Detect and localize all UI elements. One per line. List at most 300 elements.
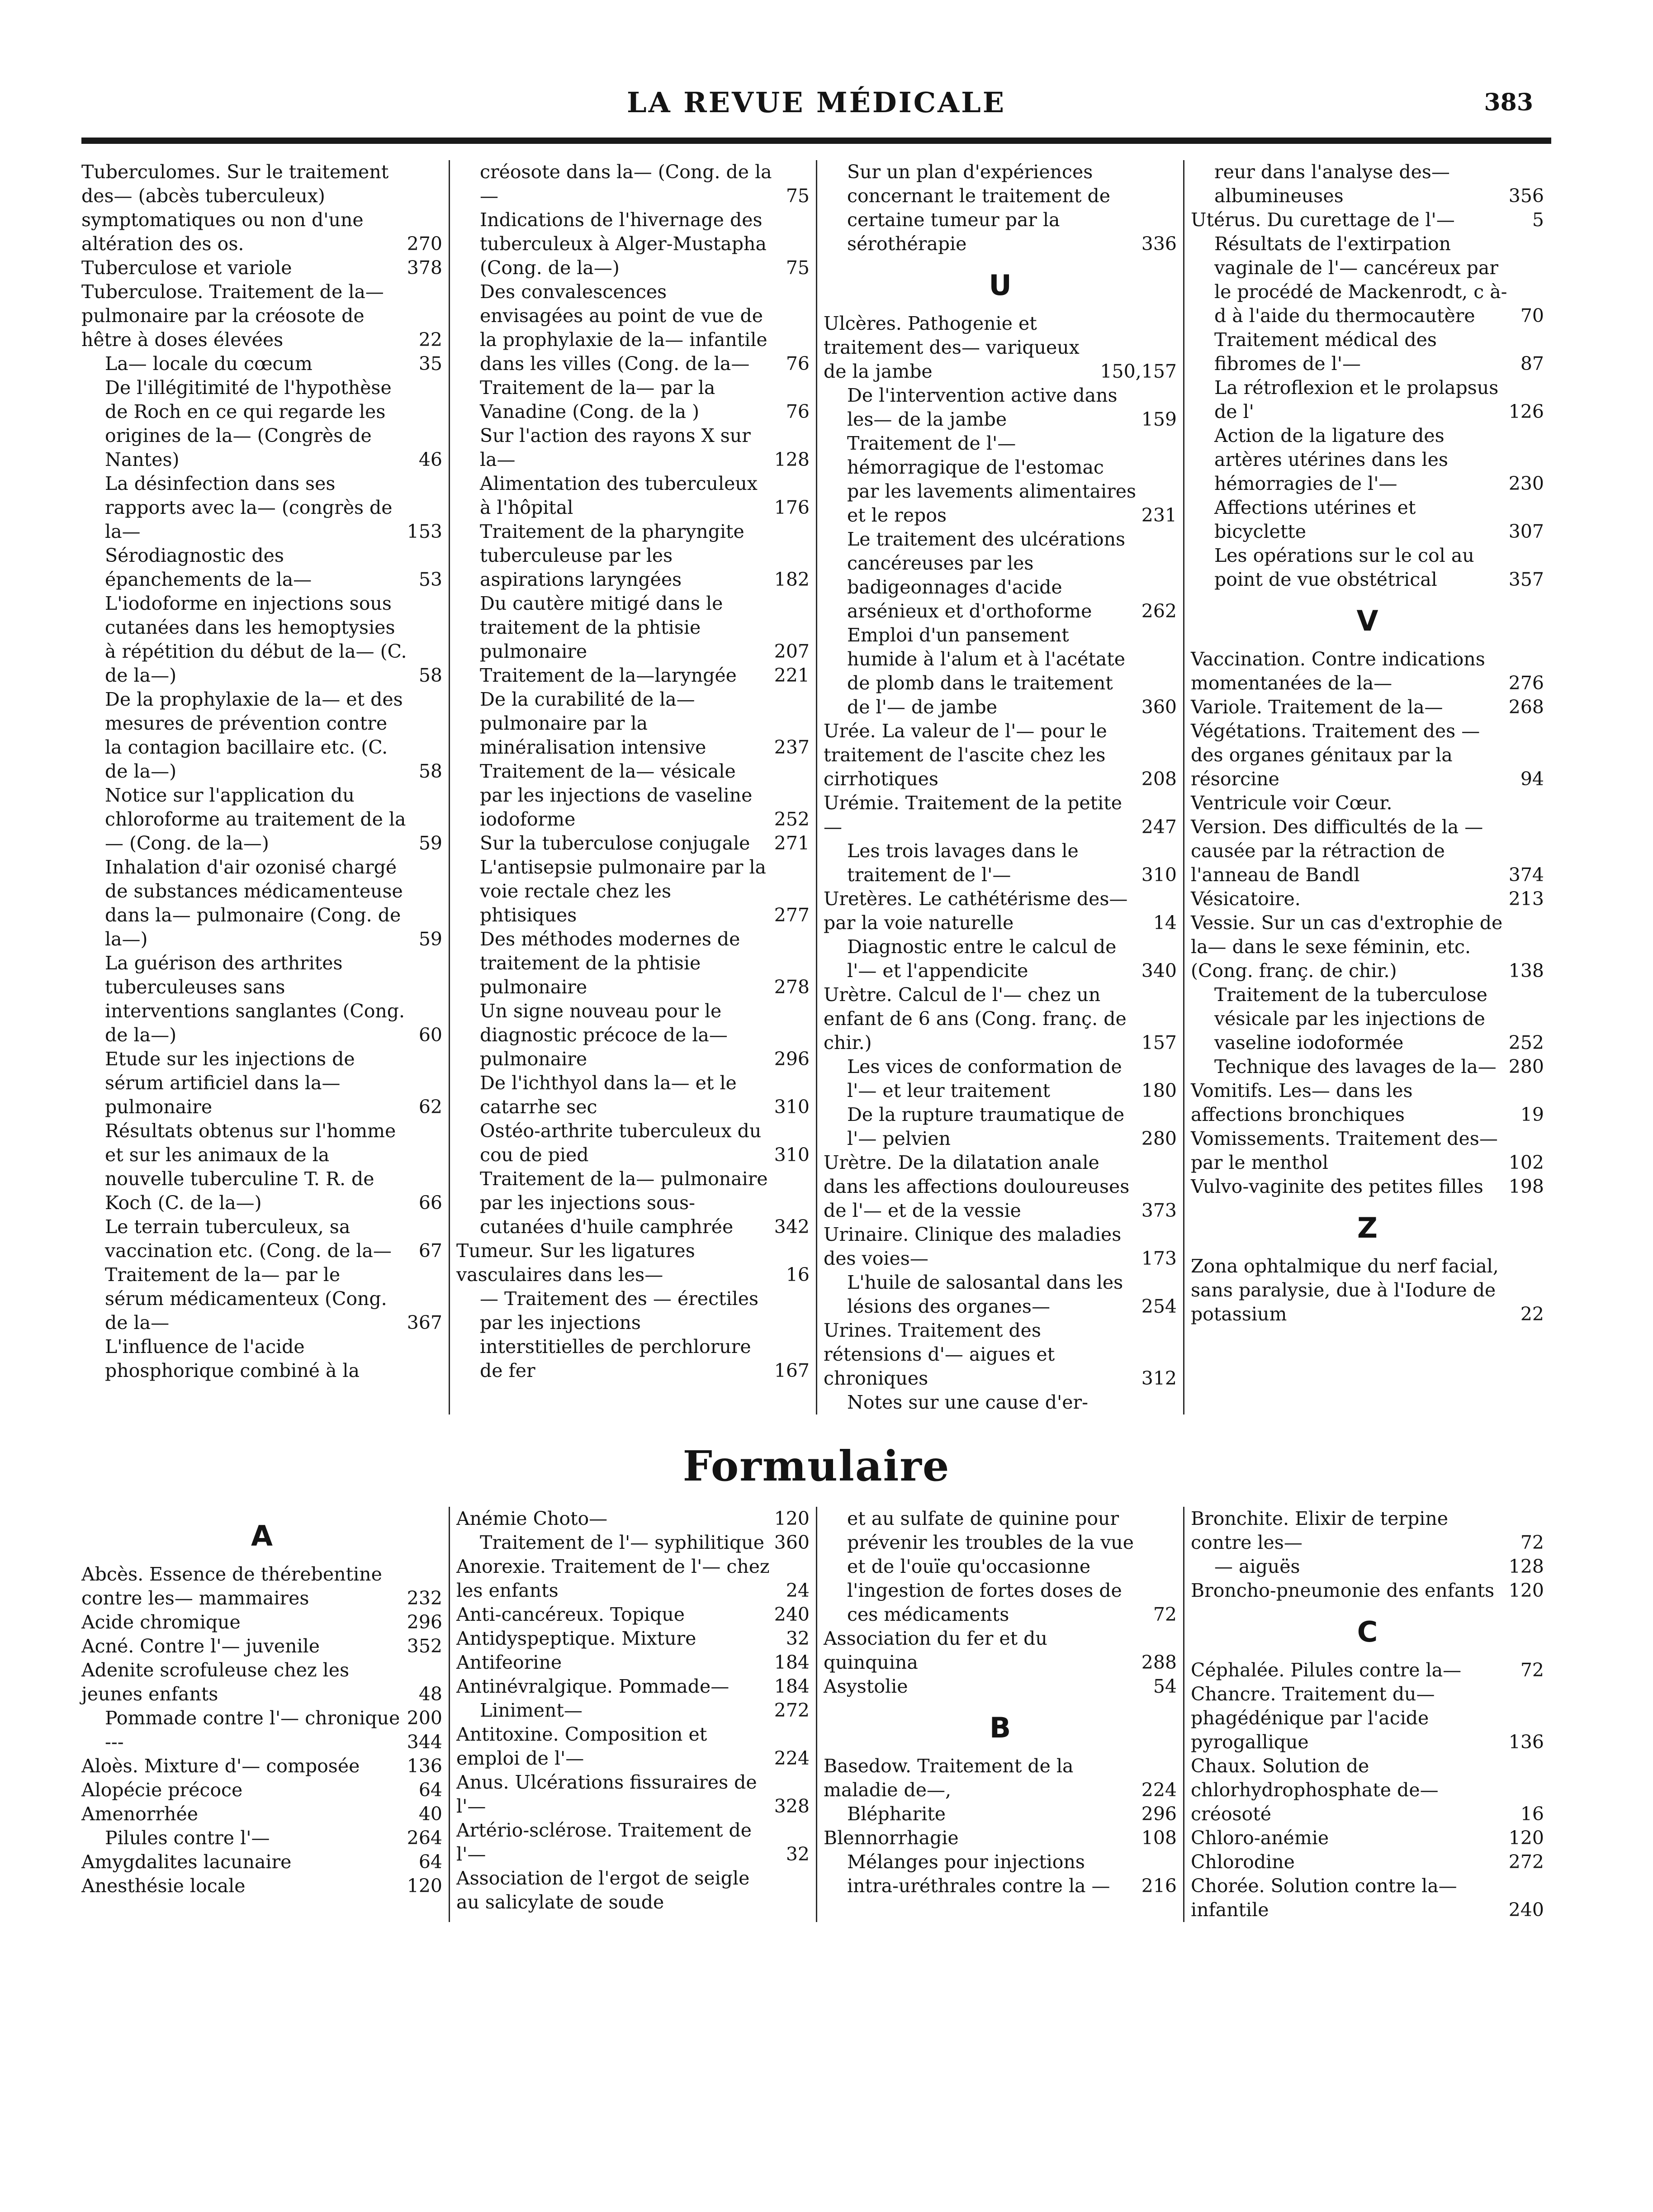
index-entry bbox=[456, 1167, 810, 1239]
entry-page: 59 bbox=[418, 832, 442, 854]
entry-page: 288 bbox=[1141, 1652, 1177, 1673]
entry-text: Vomissements. Traitement des— par le menthol bbox=[1191, 1128, 1498, 1173]
entry-text: Traitement de la tuberculose vésicale par les injections de vaseline iodoformée bbox=[1214, 984, 1487, 1054]
index-entry bbox=[824, 384, 1177, 432]
index-entry bbox=[456, 855, 810, 927]
entry-page: 120 bbox=[1508, 1827, 1544, 1849]
index-entry bbox=[81, 1802, 442, 1826]
entry-page: 268 bbox=[1508, 696, 1544, 718]
index-entry bbox=[1191, 1826, 1544, 1850]
entry-page: 67 bbox=[418, 1240, 442, 1262]
entry-text: Vésicatoire. bbox=[1191, 888, 1301, 910]
entry-text: Liniment— bbox=[480, 1699, 583, 1721]
index-entry bbox=[81, 951, 442, 1047]
index-entry bbox=[81, 1634, 442, 1658]
entry-page: 75 bbox=[786, 185, 810, 207]
entry-text: Basedow. Traitement de la maladie de—, bbox=[824, 1755, 1074, 1801]
entry-page: 240 bbox=[774, 1604, 810, 1625]
entry-text: Alimentation des tuberculeux à l'hôpital bbox=[480, 473, 758, 518]
entry-page: 344 bbox=[407, 1731, 442, 1753]
entry-text: Ulcères. Pathogenie et traitement des— variqueux de la jambe bbox=[824, 313, 1080, 382]
entry-page: 277 bbox=[774, 904, 810, 926]
entry-text: Antifeorine bbox=[456, 1652, 562, 1673]
entry-text: Traitement de la— vésicale par les injections de vaseline iodoforme bbox=[480, 760, 753, 830]
entry-text: Abcès. Essence de thérebentine contre les— mammaires bbox=[81, 1563, 382, 1609]
entry-page: 278 bbox=[774, 976, 810, 998]
index-entry bbox=[81, 855, 442, 951]
entry-page: 46 bbox=[418, 449, 442, 470]
index-entry bbox=[1191, 496, 1544, 544]
entry-text: Des convalescences envisagées au point de vue de la prophylaxie de la— infantile dans les villes (Cong. de la— bbox=[480, 281, 767, 375]
entry-text: Diagnostic entre le calcul de l'— et l'appendicite bbox=[847, 936, 1117, 982]
index-entry bbox=[1191, 1555, 1544, 1579]
entry-page: 108 bbox=[1141, 1827, 1177, 1849]
index-entry bbox=[1191, 208, 1544, 232]
entry-page: 102 bbox=[1508, 1152, 1544, 1173]
entry-page: 360 bbox=[1141, 696, 1177, 718]
entry-page: 14 bbox=[1153, 912, 1177, 934]
index-entry bbox=[456, 1239, 810, 1287]
index-entry bbox=[81, 592, 442, 688]
index-entry bbox=[81, 352, 442, 376]
index-entry bbox=[456, 1531, 810, 1555]
entry-text: Blennorrhagie bbox=[824, 1827, 959, 1849]
index-entry bbox=[456, 1771, 810, 1818]
entry-text: Zona ophtalmique du nerf facial, sans paralysie, due à l'Iodure de potassium bbox=[1191, 1255, 1499, 1325]
index-entry bbox=[456, 208, 810, 280]
entry-text: Le traitement des ulcérations cancéreuses par les badigeonnages d'acide arsénieux et d'orthoforme bbox=[847, 528, 1126, 622]
entry-page: 128 bbox=[1508, 1556, 1544, 1577]
index-entry bbox=[1191, 376, 1544, 424]
index-entry bbox=[81, 1874, 442, 1898]
index-columns bbox=[81, 160, 1551, 1415]
entry-text: Vomitifs. Les— dans les affections bronchiques bbox=[1191, 1080, 1413, 1125]
entry-text: Traitement de la— par le sérum médicamenteux (Cong. de la— bbox=[105, 1264, 387, 1334]
entry-page: 357 bbox=[1508, 569, 1544, 590]
entry-text: Chancre. Traitement du— phagédénique par l'acide pyrogallique bbox=[1191, 1683, 1435, 1753]
index-entry bbox=[456, 424, 810, 472]
entry-text: L'iodoforme en injections sous cutanées dans les hemoptysies à répétition du début de la— (C. de la—) bbox=[105, 593, 407, 686]
entry-page: 22 bbox=[1520, 1303, 1544, 1325]
entry-page: 221 bbox=[774, 665, 810, 686]
entry-text: Tuberculomes. Sur le traitement des— (abcès tuberculeux) symptomatiques ou non d'une altération des os. bbox=[81, 161, 389, 255]
index-entry bbox=[81, 1119, 442, 1215]
index-entry bbox=[456, 160, 810, 208]
entry-text: Variole. Traitement de la— bbox=[1191, 696, 1443, 718]
index-entry bbox=[824, 983, 1177, 1055]
entry-text: Indications de l'hivernage des tuberculeux à Alger-Mustapha (Cong. de la—) bbox=[480, 209, 767, 279]
entry-text: Résultats obtenus sur l'homme et sur les animaux de la nouvelle tuberculine T. R. de Koch (C. de la—) bbox=[105, 1120, 396, 1214]
entry-page: 328 bbox=[774, 1795, 810, 1817]
index-entry bbox=[456, 1071, 810, 1119]
entry-text: Des méthodes modernes de traitement de la phtisie pulmonaire bbox=[480, 928, 740, 998]
entry-text: Chlorodine bbox=[1191, 1851, 1295, 1873]
entry-page: 276 bbox=[1508, 672, 1544, 694]
entry-text: Urètre. Calcul de l'— chez un enfant de 6 ans (Cong. franç. de chir.) bbox=[824, 984, 1127, 1054]
entry-text: Alopécie précoce bbox=[81, 1779, 243, 1801]
entry-text: Bronchite. Elixir de terpine contre les— bbox=[1191, 1508, 1449, 1553]
index-entry bbox=[456, 1818, 810, 1866]
index-entry bbox=[81, 256, 442, 280]
entry-page: 280 bbox=[1508, 1056, 1544, 1078]
index-entry bbox=[824, 839, 1177, 887]
entry-page: 19 bbox=[1520, 1104, 1544, 1125]
index-entry bbox=[456, 1603, 810, 1627]
index-entry bbox=[81, 1850, 442, 1874]
entry-page: 184 bbox=[774, 1652, 810, 1673]
entry-page: 35 bbox=[418, 353, 442, 375]
entry-page: 72 bbox=[1520, 1659, 1544, 1681]
entry-page: 94 bbox=[1520, 768, 1544, 790]
entry-page: 240 bbox=[1508, 1899, 1544, 1921]
entry-page: 270 bbox=[407, 233, 442, 255]
entry-page: 184 bbox=[774, 1676, 810, 1697]
entry-page: 76 bbox=[786, 401, 810, 422]
entry-page: 53 bbox=[418, 569, 442, 590]
entry-page: 136 bbox=[1508, 1731, 1544, 1753]
entry-text: Anesthésie locale bbox=[81, 1875, 246, 1897]
entry-page: 72 bbox=[1520, 1532, 1544, 1553]
entry-page: 58 bbox=[418, 760, 442, 782]
entry-text: Résultats de l'extirpation vaginale de l'— cancéreux par le procédé de Mackenrodt, c à-d à l'aide du thermocautère bbox=[1214, 233, 1507, 327]
entry-text: De l'illégitimité de l'hypothèse de Roch en ce qui regarde les origines de la— (Congrès de Nantes) bbox=[105, 377, 392, 470]
index-entry bbox=[456, 1866, 810, 1914]
entry-page: 356 bbox=[1508, 185, 1544, 207]
entry-text: Les vices de conformation de l'— et leur traitement bbox=[847, 1056, 1122, 1101]
entry-text: De la curabilité de la— pulmonaire par la minéralisation intensive bbox=[480, 688, 706, 758]
entry-text: Amygdalites lacunaire bbox=[81, 1851, 292, 1873]
index-column bbox=[816, 160, 1183, 1415]
entry-text: Etude sur les injections de sérum artificiel dans la— pulmonaire bbox=[105, 1048, 355, 1118]
entry-page: 120 bbox=[774, 1508, 810, 1529]
entry-page: 296 bbox=[1141, 1803, 1177, 1825]
entry-page: 230 bbox=[1508, 473, 1544, 494]
entry-text: Antinévralgique. Pommade— bbox=[456, 1676, 729, 1697]
entry-page: 254 bbox=[1141, 1296, 1177, 1317]
entry-page: 153 bbox=[407, 521, 442, 542]
entry-page: 271 bbox=[774, 832, 810, 854]
entry-page: 22 bbox=[418, 329, 442, 351]
entry-text: Anémie Choto— bbox=[456, 1508, 608, 1529]
index-entry bbox=[824, 1103, 1177, 1151]
index-entry bbox=[1191, 983, 1544, 1055]
entry-page: 173 bbox=[1141, 1248, 1177, 1269]
index-entry bbox=[81, 1826, 442, 1850]
entry-text: Végétations. Traitement des — des organes génitaux par la résorcine bbox=[1191, 720, 1480, 790]
index-entry bbox=[824, 160, 1177, 256]
entry-text: Traitement de l'— syphilitique bbox=[480, 1532, 764, 1553]
entry-page: 54 bbox=[1153, 1676, 1177, 1697]
entry-page: 237 bbox=[774, 736, 810, 758]
index-entry bbox=[456, 1651, 810, 1675]
index-entry bbox=[1191, 1754, 1544, 1826]
entry-text: Urines. Traitement des rétensions d'— aigues et chroniques bbox=[824, 1320, 1055, 1389]
index-entry bbox=[1191, 1055, 1544, 1079]
index-entry bbox=[824, 887, 1177, 935]
index-entry bbox=[1191, 1579, 1544, 1603]
entry-page: 66 bbox=[418, 1192, 442, 1214]
entry-text: — aiguës bbox=[1214, 1556, 1300, 1577]
entry-text: Urinaire. Clinique des maladies des voies— bbox=[824, 1224, 1122, 1269]
formulaire-column bbox=[1183, 1507, 1550, 1922]
entry-page: 340 bbox=[1141, 960, 1177, 982]
entry-text: Tuberculose et variole bbox=[81, 257, 292, 279]
index-entry bbox=[824, 1507, 1177, 1627]
entry-text: Association du fer et du quinquina bbox=[824, 1628, 1047, 1673]
formulaire-column bbox=[816, 1507, 1183, 1922]
entry-page: 207 bbox=[774, 641, 810, 662]
entry-text: Affections utérines et bicyclette bbox=[1214, 497, 1416, 542]
entry-page: 75 bbox=[786, 257, 810, 279]
entry-text: Technique des lavages de la— bbox=[1214, 1056, 1497, 1078]
entry-text: Sérodiagnostic des épanchements de la— bbox=[105, 545, 312, 590]
section-letter: V bbox=[1356, 604, 1378, 637]
index-column bbox=[81, 160, 449, 1415]
index-entry bbox=[456, 1507, 810, 1531]
entry-text: L'influence de l'acide phosphorique combiné à la bbox=[105, 1336, 360, 1381]
entry-page: 40 bbox=[418, 1803, 442, 1825]
index-entry bbox=[81, 783, 442, 855]
entry-page: 126 bbox=[1508, 401, 1544, 422]
entry-text: Un signe nouveau pour le diagnostic précoce de la— pulmonaire bbox=[480, 1000, 728, 1070]
entry-page: 373 bbox=[1141, 1200, 1177, 1221]
entry-text: Urètre. De la dilatation anale dans les affections douloureuses de l'— et de la vessie bbox=[824, 1152, 1130, 1221]
index-entry bbox=[81, 1562, 442, 1610]
index-entry bbox=[1191, 1682, 1544, 1754]
index-entry bbox=[1191, 1175, 1544, 1199]
entry-text: Vessie. Sur un cas d'extrophie de la— dans le sexe féminin, etc. (Cong. franç. de chir.) bbox=[1191, 912, 1503, 982]
entry-page: 136 bbox=[407, 1755, 442, 1777]
index-entry bbox=[824, 1055, 1177, 1103]
entry-page: 157 bbox=[1141, 1032, 1177, 1054]
entry-text: Du cautère mitigé dans le traitement de la phtisie pulmonaire bbox=[480, 593, 723, 662]
index-entry bbox=[81, 1754, 442, 1778]
index-entry bbox=[1191, 791, 1544, 815]
index-entry bbox=[81, 1658, 442, 1706]
entry-page: 213 bbox=[1508, 888, 1544, 910]
index-entry bbox=[81, 280, 442, 352]
index-entry bbox=[824, 935, 1177, 983]
index-entry bbox=[824, 1223, 1177, 1271]
index-entry bbox=[456, 831, 810, 855]
entry-page: 367 bbox=[407, 1312, 442, 1334]
index-entry bbox=[81, 1215, 442, 1263]
running-header bbox=[81, 86, 1551, 136]
entry-page: 310 bbox=[774, 1144, 810, 1166]
entry-text: La— locale du cœcum bbox=[105, 353, 313, 375]
entry-page: 180 bbox=[1141, 1080, 1177, 1101]
index-entry bbox=[81, 1706, 442, 1730]
entry-page: 120 bbox=[1508, 1580, 1544, 1601]
index-entry bbox=[1191, 647, 1544, 695]
formulaire-columns bbox=[81, 1507, 1551, 1922]
index-column bbox=[1183, 160, 1550, 1415]
index-entry bbox=[1191, 887, 1544, 911]
index-entry bbox=[81, 1263, 442, 1335]
entry-page: 280 bbox=[1141, 1128, 1177, 1149]
entry-page: 62 bbox=[418, 1096, 442, 1118]
entry-page: 32 bbox=[786, 1843, 810, 1865]
entry-text: Vaccination. Contre indications momentanées de la— bbox=[1191, 648, 1485, 694]
entry-text: Adenite scrofuleuse chez les jeunes enfants bbox=[81, 1659, 350, 1705]
entry-text: Broncho-pneumonie des enfants bbox=[1191, 1580, 1495, 1601]
section-letter: U bbox=[989, 269, 1012, 302]
entry-page: 247 bbox=[1141, 816, 1177, 838]
index-entry bbox=[824, 1391, 1177, 1415]
index-entry bbox=[1191, 1850, 1544, 1874]
index-entry bbox=[824, 1151, 1177, 1223]
entry-text: — Traitement des — érectiles par les injections interstitielles de perchlorure de fer bbox=[480, 1288, 759, 1381]
index-entry bbox=[81, 544, 442, 592]
entry-text: Urémie. Traitement de la petite— bbox=[824, 792, 1123, 838]
entry-text: Ostéo-arthrite tuberculeux du cou de pied bbox=[480, 1120, 762, 1166]
entry-text: Version. Des difficultés de la — causée par la rétraction de l'anneau de Bandl bbox=[1191, 816, 1483, 886]
entry-page: 58 bbox=[418, 665, 442, 686]
index-entry bbox=[1191, 544, 1544, 592]
index-entry bbox=[81, 1778, 442, 1802]
index-entry bbox=[456, 1287, 810, 1383]
index-entry bbox=[824, 1675, 1177, 1699]
index-entry bbox=[456, 1119, 810, 1167]
entry-text: Traitement de l'— hémorragique de l'estomac par les lavements alimentaires et le repos bbox=[847, 432, 1137, 526]
entry-page: 336 bbox=[1141, 233, 1177, 255]
index-entry bbox=[824, 1627, 1177, 1675]
index-entry bbox=[456, 688, 810, 759]
entry-page: 342 bbox=[774, 1216, 810, 1238]
entry-text: De la rupture traumatique de l'— pelvien bbox=[847, 1104, 1125, 1149]
entry-page: 307 bbox=[1508, 521, 1544, 542]
entry-page: 5 bbox=[1532, 209, 1544, 231]
entry-text: Action de la ligature des artères utérines dans les hémorragies de l'— bbox=[1214, 425, 1448, 494]
entry-text: Tumeur. Sur les ligatures vasculaires dans les— bbox=[456, 1240, 695, 1286]
entry-text: Anus. Ulcérations fissuraires de l'— bbox=[456, 1771, 757, 1817]
entry-text: Ventricule voir Cœur. bbox=[1191, 792, 1392, 814]
entry-page: 374 bbox=[1508, 864, 1544, 886]
entry-page: 252 bbox=[774, 808, 810, 830]
index-entry bbox=[1191, 232, 1544, 328]
index-entry bbox=[81, 376, 442, 472]
entry-text: De l'intervention active dans les— de la jambe bbox=[847, 384, 1118, 430]
formulaire-title: Formulaire bbox=[682, 1442, 950, 1490]
entry-page: 378 bbox=[407, 257, 442, 279]
entry-page: 208 bbox=[1141, 768, 1177, 790]
page-number: 383 bbox=[1484, 89, 1533, 116]
section-letter: Z bbox=[1357, 1211, 1378, 1244]
index-entry bbox=[81, 1610, 442, 1634]
entry-text: L'huile de salosantal dans les lésions des organes— bbox=[847, 1272, 1123, 1317]
index-entry bbox=[1191, 328, 1544, 376]
entry-text: Mélanges pour injections intra-uréthrales contre la — bbox=[847, 1851, 1110, 1897]
index-entry bbox=[1191, 424, 1544, 496]
page bbox=[81, 86, 1551, 1922]
entry-text: Pommade contre l'— chronique bbox=[105, 1707, 400, 1729]
entry-text: Antidyspeptique. Mixture bbox=[456, 1628, 696, 1649]
index-entry bbox=[824, 1271, 1177, 1319]
entry-text: Urée. La valeur de l'— pour le traitement de l'ascite chez les cirrhotiques bbox=[824, 720, 1107, 790]
index-column bbox=[449, 160, 816, 1415]
entry-text: Traitement médical des fibromes de l'— bbox=[1214, 329, 1437, 375]
entry-text: Sur la tuberculose conjugale bbox=[480, 832, 750, 854]
index-entry bbox=[824, 527, 1177, 623]
index-entry bbox=[1191, 815, 1544, 887]
section-letter: A bbox=[251, 1519, 273, 1552]
entry-text: Acné. Contre l'— juvenile bbox=[81, 1635, 320, 1657]
entry-page: 176 bbox=[774, 497, 810, 518]
index-entry bbox=[824, 312, 1177, 384]
entry-text: Le terrain tuberculeux, sa vaccination etc. (Cong. de la— bbox=[105, 1216, 392, 1262]
index-entry bbox=[456, 472, 810, 520]
entry-text: La rétroflexion et le prolapsus de l' bbox=[1214, 377, 1499, 422]
entry-page: 120 bbox=[407, 1875, 442, 1897]
entry-page: 296 bbox=[774, 1048, 810, 1070]
entry-page: 224 bbox=[1141, 1779, 1177, 1801]
entry-text: Traitement de la— par la Vanadine (Cong. de la ) bbox=[480, 377, 715, 422]
formulaire-column bbox=[81, 1507, 449, 1922]
entry-text: Emploi d'un pansement humide à l'alum et à l'acétate de plomb dans le traitement de l'— de jambe bbox=[847, 624, 1126, 718]
entry-page: 138 bbox=[1508, 960, 1544, 982]
entry-text: créosote dans la— (Cong. de la— bbox=[480, 161, 772, 207]
entry-text: Tuberculose. Traitement de la— pulmonaire par la créosote de hêtre à doses élevées bbox=[81, 281, 384, 351]
entry-text: Traitement de la— pulmonaire par les injections sous-cutanées d'huile camphrée bbox=[480, 1168, 768, 1238]
entry-text: Les opérations sur le col au point de vue obstétrical bbox=[1214, 545, 1474, 590]
entry-text: Asystolie bbox=[824, 1676, 908, 1697]
entry-text: Chaux. Solution de chlorhydrophosphate de— créosoté bbox=[1191, 1755, 1439, 1825]
entry-page: 216 bbox=[1141, 1875, 1177, 1897]
entry-page: 310 bbox=[1141, 864, 1177, 886]
entry-page: 159 bbox=[1141, 408, 1177, 430]
entry-page: 32 bbox=[786, 1628, 810, 1649]
entry-page: 224 bbox=[774, 1747, 810, 1769]
entry-text: Traitement de la—laryngée bbox=[480, 665, 737, 686]
entry-page: 252 bbox=[1508, 1032, 1544, 1054]
entry-page: 264 bbox=[407, 1827, 442, 1849]
entry-page: 296 bbox=[407, 1611, 442, 1633]
entry-page: 167 bbox=[774, 1360, 810, 1381]
index-entry bbox=[824, 432, 1177, 527]
entry-page: 312 bbox=[1141, 1367, 1177, 1389]
entry-text: reur dans l'analyse des— albumineuses bbox=[1214, 161, 1450, 207]
index-entry bbox=[824, 623, 1177, 719]
index-entry bbox=[824, 791, 1177, 839]
entry-text: Sur l'action des rayons X sur la— bbox=[480, 425, 751, 470]
index-entry bbox=[81, 1730, 442, 1754]
index-entry bbox=[456, 664, 810, 688]
index-entry bbox=[1191, 160, 1544, 208]
index-entry bbox=[456, 927, 810, 999]
index-entry bbox=[456, 520, 810, 592]
index-entry bbox=[456, 1627, 810, 1651]
entry-text: Inhalation d'air ozonisé chargé de substances médicamenteuse dans la— pulmonaire (Cong. de la—) bbox=[105, 856, 403, 950]
entry-text: Notes sur une cause d'er- bbox=[847, 1391, 1088, 1413]
entry-text: De l'ichthyol dans la— et le catarrhe sec bbox=[480, 1072, 737, 1118]
index-entry bbox=[456, 1675, 810, 1699]
entry-page: 352 bbox=[407, 1635, 442, 1657]
index-entry bbox=[81, 472, 442, 544]
index-entry bbox=[1191, 1507, 1544, 1555]
index-entry bbox=[1191, 1254, 1544, 1326]
entry-text: Blépharite bbox=[847, 1803, 946, 1825]
entry-text: Association de l'ergot de seigle au salicylate de soude bbox=[456, 1867, 750, 1913]
entry-page: 310 bbox=[774, 1096, 810, 1118]
section-letter: B bbox=[989, 1711, 1011, 1744]
entry-page: 150,157 bbox=[1100, 361, 1177, 382]
entry-page: 272 bbox=[774, 1699, 810, 1721]
entry-text: Céphalée. Pilules contre la— bbox=[1191, 1659, 1462, 1681]
entry-page: 128 bbox=[774, 449, 810, 470]
entry-text: Antitoxine. Composition et emploi de l'— bbox=[456, 1723, 707, 1769]
entry-text: Sur un plan d'expériences concernant le traitement de certaine tumeur par la sérothérapie bbox=[847, 161, 1110, 255]
entry-page: 16 bbox=[1520, 1803, 1544, 1825]
